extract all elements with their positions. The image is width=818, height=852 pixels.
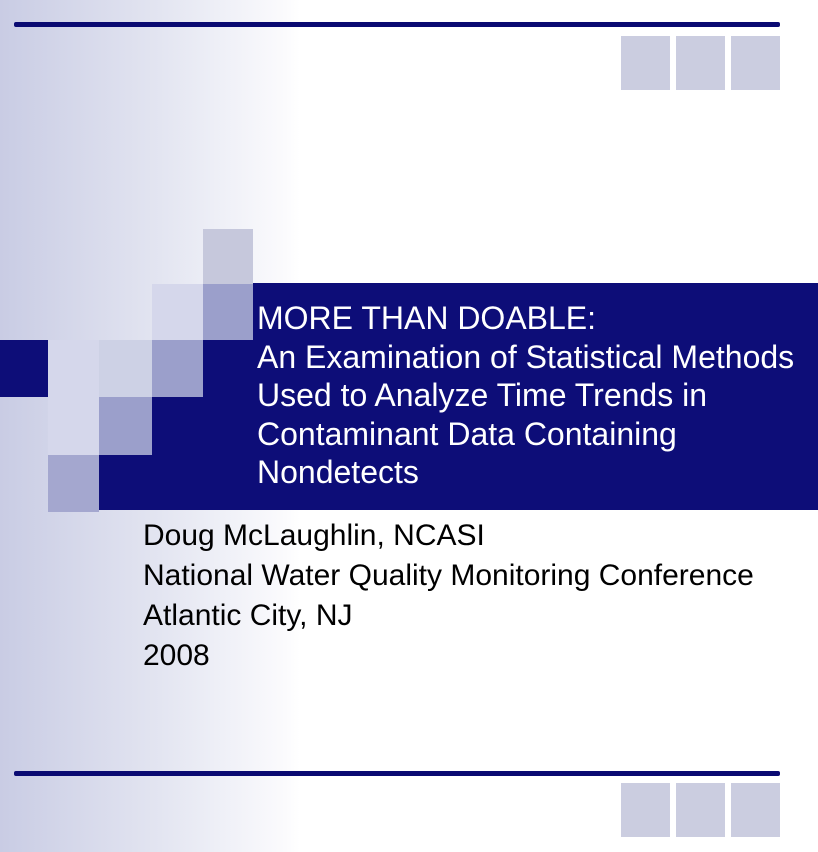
top-rule	[14, 22, 780, 27]
deco-square-icon	[48, 455, 99, 512]
deco-square-icon	[152, 340, 203, 397]
deco-square-icon	[48, 397, 99, 455]
deco-square-navy-icon	[0, 340, 48, 397]
deco-square-icon	[731, 36, 780, 90]
bottom-corner-squares	[621, 783, 781, 837]
deco-square-icon	[621, 783, 670, 837]
title-line: Contaminant Data Containing	[257, 415, 677, 452]
deco-square-icon	[203, 284, 253, 340]
title-banner-step	[152, 397, 203, 510]
subtitle-location: Atlantic City, NJ	[143, 599, 353, 632]
deco-square-icon	[99, 397, 152, 455]
deco-square-icon	[152, 284, 203, 340]
deco-square-icon	[676, 783, 725, 837]
deco-square-icon	[99, 340, 152, 397]
subtitle-year: 2008	[143, 639, 210, 672]
title-line: MORE THAN DOABLE:	[257, 300, 597, 336]
bottom-rule	[14, 771, 780, 776]
deco-square-icon	[48, 340, 99, 397]
title-banner-step	[99, 455, 152, 510]
title-line: Used to Analyze Time Trends in	[257, 377, 707, 413]
deco-square-icon	[203, 229, 253, 284]
deco-square-icon	[731, 783, 780, 837]
subtitle-author: Doug McLaughlin, NCASI	[143, 519, 485, 552]
title-line: Nondetects	[257, 454, 419, 490]
title-banner-step	[203, 340, 253, 510]
deco-square-icon	[621, 36, 670, 90]
slide-subtitle	[143, 516, 803, 676]
deco-square-icon	[676, 36, 725, 90]
title-line: An Examination of Statistical Methods	[257, 338, 795, 375]
slide-title	[257, 299, 817, 492]
subtitle-conference: National Water Quality Monitoring Conference	[143, 559, 754, 592]
top-corner-squares	[621, 36, 781, 90]
